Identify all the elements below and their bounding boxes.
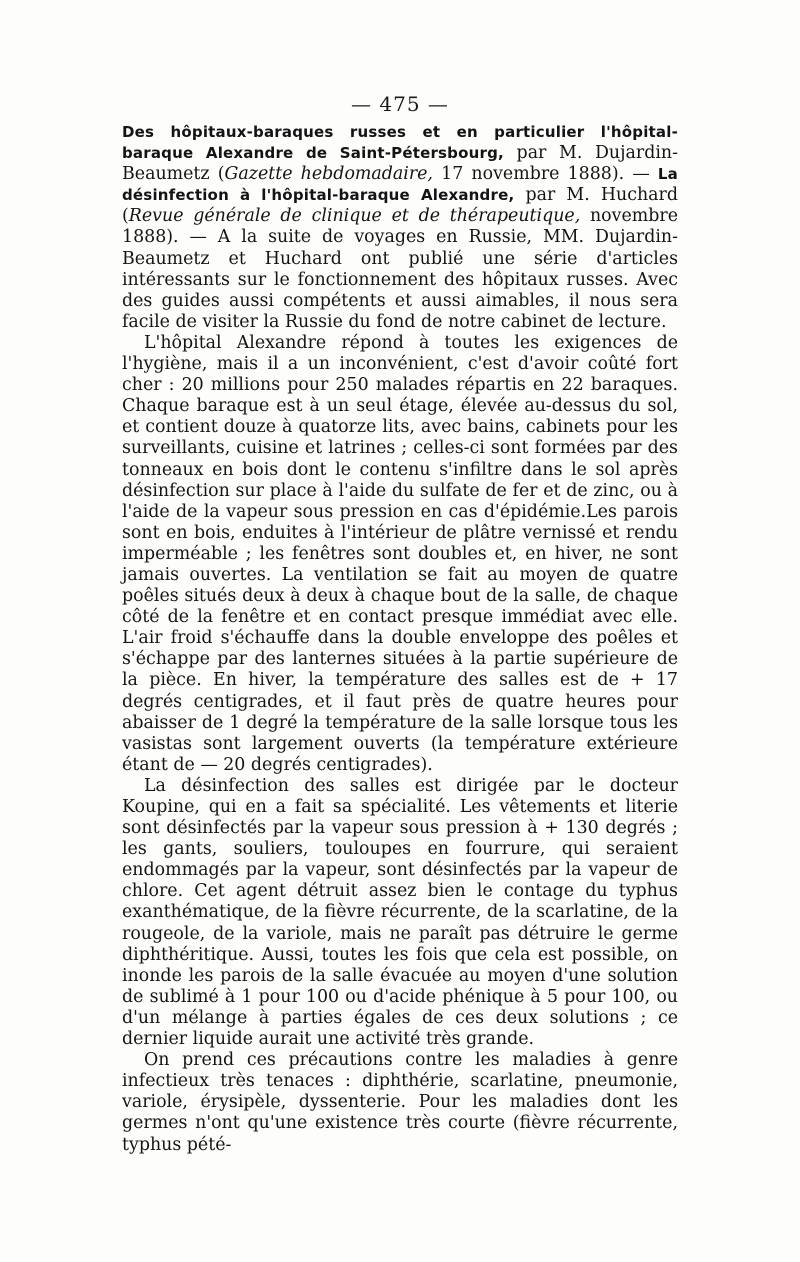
paragraph: L'hôpital Alexandre répond à toutes les exigences de l'hygiène, mais il a un inconvénient, c'est d'avoir coûté fort cher : 20 millions pour 250 malades répartis en 22 baraques. Chaque baraque est à un seul étage, élevée au-dessus du sol, et contient douze à quatorze lits, avec bains, cabinets pour les surveillants, cuisine et latrines ; celles-ci sont formées par des tonneaux en bois dont le contenu s'infiltre dans le sol après désinfection sur place à l'aide du sulfate de fer et de zinc, ou à l'aide de la vapeur sous pression en cas d'épidémie.Les parois sont en bois, enduites à l'intérieur de plâtre vernissé et rendu imperméable ; les fenêtres sont doubles et, en hiver, ne sont jamais ouvertes. La ventilation se fait au moyen de quatre poêles situés deux à deux à chaque bout de la salle, de chaque côté de la fenêtre et en contact presque immédiat avec elle. L'air froid s'échauffe dans la double enveloppe des poêles et s'échappe par des lanternes situées à la partie supérieure de la pièce. En hiver, la température des salles est de + 17 degrés centigrades, et il faut près de quatre heures pour abaisser de 1 degré la température de la salle lorsque tous les vasistas sont largement ouverts (la température extérieure étant de — 20 degrés centigrades). <box>122 332 678 775</box>
article-title-1: Des hôpitaux-baraques russes et en particulier l'hôpital-baraque Alexandre de Saint-Pétersbourg, <box>122 123 678 163</box>
author-2: par M. Huchard ( <box>122 185 678 227</box>
page-number: — 475 — <box>351 92 449 116</box>
body-text <box>122 122 678 1156</box>
article-title-2: La désinfection à l'hôpital-baraque Alexandre, <box>122 165 678 205</box>
date-1: 17 novembre 1888). — <box>432 164 658 185</box>
journal-2: Revue générale de clinique et de thérapeutique, <box>128 206 581 227</box>
journal-1: Gazette hebdomadaire, <box>224 164 433 185</box>
entry-summary: novembre 1888). — A la suite de voyages en Russie, MM. Dujardin-Beaumetz et Huchard ont publié une série d'articles intéressants sur le fonctionnement des hôpitaux russes. Avec des guides aussi compétents et aussi aimables, il nous sera facile de visiter la Russie du fond de notre cabinet de lecture. <box>122 206 678 332</box>
paragraph: La désinfection des salles est dirigée par le docteur Koupine, qui en a fait sa spécialité. Les vêtements et literie sont désinfectés par la vapeur sous pression à + 130 degrés ; les gants, souliers, touloupes en fourrure, qui seraient endommagés par la vapeur, sont désinfectés par la vapeur de chlore. Cet agent détruit assez bien le contage du typhus exanthématique, de la fièvre récurrente, de la scarlatine, de la rougeole, de la variole, mais ne paraît pas détruire le germe diphthéritique. Aussi, toutes les fois que cela est possible, on inonde les parois de la salle évacuée au moyen d'une solution de sublimé à 1 pour 100 ou d'acide phénique à 5 pour 100, ou d'un mélange à parties égales de ces deux solutions ; ce dernier liquide aurait une activité très grande. <box>122 775 678 1050</box>
author-1: par M. Dujardin-Beaumetz ( <box>122 143 678 185</box>
bibliographic-entry <box>122 122 678 333</box>
paragraph: On prend ces précautions contre les maladies à genre infectieux très tenaces : diphthérie, scarlatine, pneumonie, variole, érysipèle, dyssenterie. Pour les maladies dont les germes n'ont qu'une existence très courte (fièvre récurrente, typhus pété- <box>122 1050 678 1155</box>
